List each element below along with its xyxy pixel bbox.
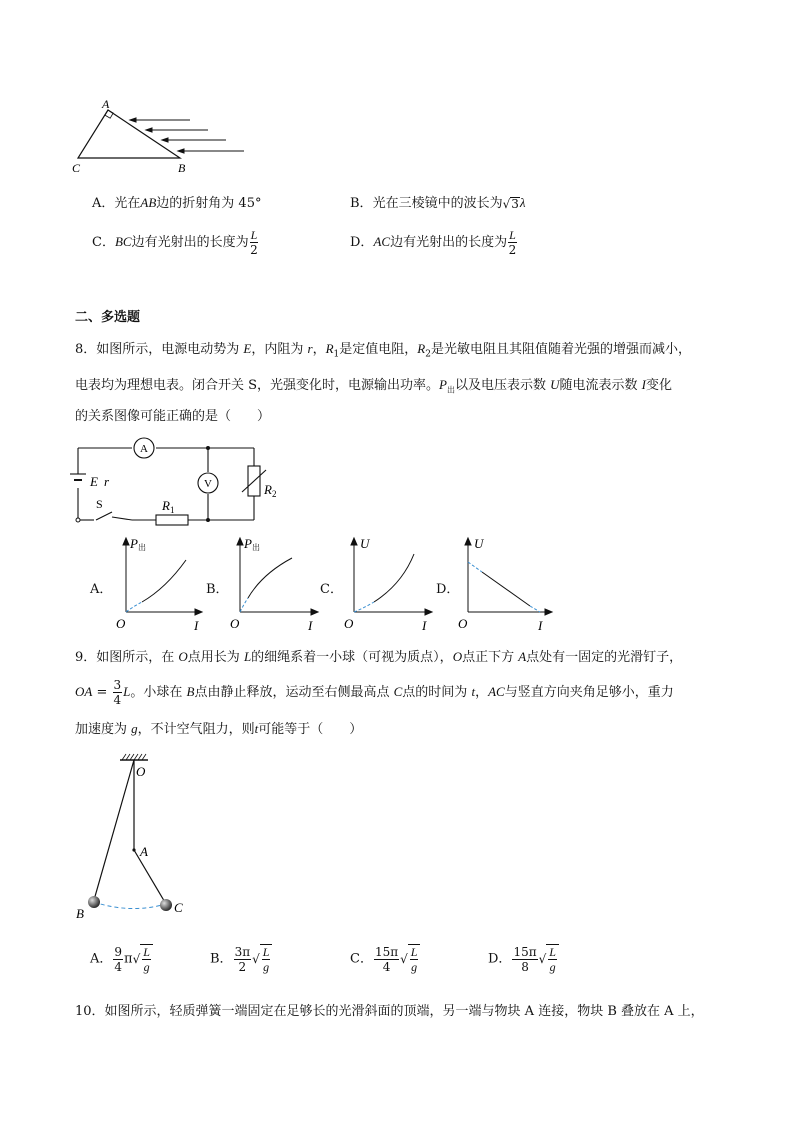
q8-option-a-label[interactable]: A． <box>90 582 113 597</box>
q9-line2: OA = $\frac{3}{4}$ L。小球在 B点由静止释放，运动至右侧最高点 C点的时间为 t，AC与竖直方向夹角足够小，重力 <box>75 678 674 707</box>
svg-text:P出: P出 <box>244 536 260 552</box>
q9-option-b[interactable]: B． $\frac{3\pi}{2}$ √ $\frac{L}{g}$ <box>210 944 272 974</box>
q8-graph-c[interactable] <box>342 536 434 632</box>
prism-figure <box>68 98 248 178</box>
q7-option-b[interactable]: B．光在三棱镜中的波长为√3λ <box>350 195 526 211</box>
ball-B <box>88 896 100 908</box>
q9-line3: 加速度为 g，不计空气阻力，则t可能等于（ ） <box>75 721 363 737</box>
sqrt-expression: √ $\frac{L}{g}$ <box>133 944 153 974</box>
svg-text:A: A <box>140 443 148 455</box>
svg-text:I: I <box>308 618 313 632</box>
fraction: $\frac{L}{2}$ <box>508 228 517 257</box>
q9-line1: 9．如图所示，在 O点用长为 L的细绳系着一小球（可视为质点），O点正下方 A点处有一固定的光滑钉子， <box>75 649 683 665</box>
q9-option-a[interactable]: A． $\frac{9}{4}$ π√ $\frac{L}{g}$ <box>90 944 153 974</box>
svg-text:B: B <box>76 906 84 921</box>
q8-option-d-label[interactable]: D． <box>436 582 460 597</box>
svg-text:R1: $R_1$ <box>162 498 175 515</box>
label-A: A <box>102 98 110 111</box>
sqrt-expression: √ $\frac{L}{g}$ <box>252 944 272 974</box>
label-C: C <box>72 161 81 175</box>
q9-option-c[interactable]: C． $\frac{15\pi}{4}$ √ $\frac{L}{g}$ <box>350 944 420 974</box>
circuit-diagram <box>66 434 286 534</box>
sqrt-expression: √3 <box>502 196 519 211</box>
svg-text:E: E <box>90 474 98 489</box>
svg-text:V: V <box>204 478 212 490</box>
svg-text:U: U <box>360 536 370 551</box>
svg-text:O: O <box>458 616 468 631</box>
svg-text:O: O <box>230 616 240 631</box>
ball-C <box>160 899 172 911</box>
svg-text:S: S <box>96 497 103 511</box>
q8-line1: 8．如图所示，电源电动势为 E，内阻为 r，$R_1$是定值电阻，$R_2$是光敏电阻且其阻值随着光强的增强而减小， <box>75 341 691 360</box>
sqrt-expression: √ $\frac{L}{g}$ <box>539 944 559 974</box>
svg-text:U: U <box>474 536 484 551</box>
q8-graph-b[interactable] <box>228 536 320 632</box>
q8-option-c-label[interactable]: C． <box>320 582 343 597</box>
q9-option-d[interactable]: D． $\frac{15\pi}{8}$ √ $\frac{L}{g}$ <box>488 944 559 974</box>
q7-option-d[interactable]: D．AC边有光射出的长度为 $\frac{L}{2}$ <box>350 228 517 257</box>
pendulum-figure <box>70 752 200 922</box>
q8-option-b-label[interactable]: B． <box>206 582 229 597</box>
q8-line3: 的关系图像可能正确的是（ ） <box>75 409 271 424</box>
svg-text:C: C <box>174 900 183 915</box>
svg-text:I: I <box>538 618 543 632</box>
svg-text:P出: P出 <box>130 536 146 552</box>
q8-graph-d[interactable] <box>456 536 556 632</box>
svg-text:O: O <box>116 616 126 631</box>
svg-text:R2: $R_2$ <box>264 482 277 499</box>
section-heading: 二、多选题 <box>75 310 141 325</box>
svg-text:O: O <box>344 616 354 631</box>
svg-text:O: O <box>136 764 146 779</box>
svg-text:I: I <box>422 618 427 632</box>
label-B: B <box>178 161 186 175</box>
svg-text:r: r <box>104 474 110 489</box>
svg-text:A: A <box>140 844 148 859</box>
q10-line1: 10．如图所示，轻质弹簧一端固定在足够长的光滑斜面的顶端，另一端与物块 A 连接，物块 B 叠放在 A 上， <box>75 1004 704 1019</box>
q8-graph-a[interactable] <box>114 536 204 632</box>
q7-option-a[interactable]: A．光在AB边的折射角为 45° <box>92 195 262 211</box>
sqrt-expression: √ $\frac{L}{g}$ <box>400 944 420 974</box>
q7-option-c[interactable]: C．BC边有光射出的长度为 $\frac{L}{2}$ <box>92 228 258 257</box>
fraction: $\frac{3}{4}$ <box>113 678 122 707</box>
q8-line2: 电表均为理想电表。闭合开关 S，光强变化时，电源输出功率。$P_出$以及电压表示数 U随电流表示数 I变化 <box>75 377 673 395</box>
fraction: $\frac{L}{2}$ <box>250 228 258 257</box>
svg-text:I: I <box>194 618 199 632</box>
